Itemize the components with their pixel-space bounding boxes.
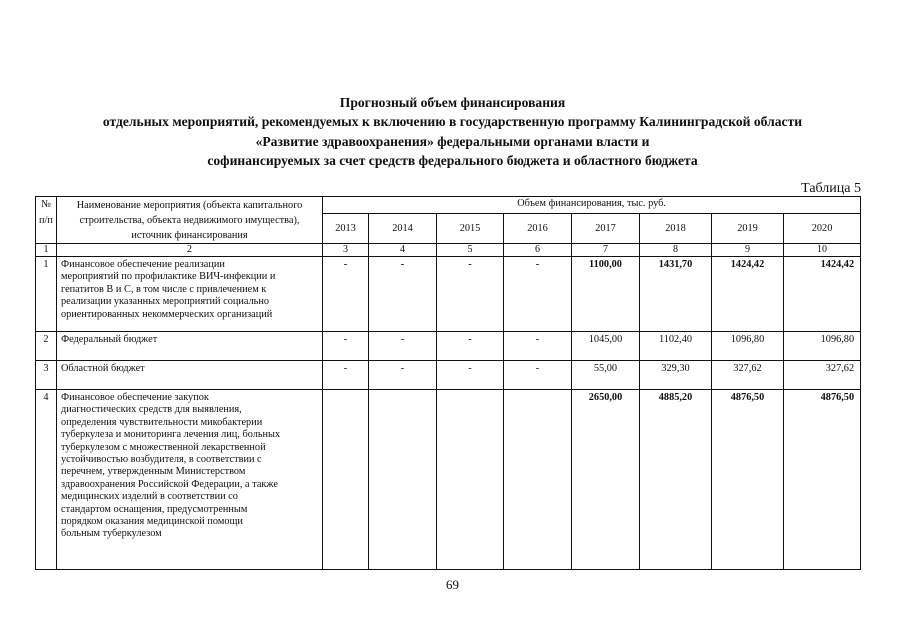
index-cell: 1 bbox=[36, 244, 57, 257]
row-number: 3 bbox=[36, 361, 57, 390]
title-line: софинансируемых за счет средств федерального бюджета и областного бюджета bbox=[207, 153, 698, 169]
row-number: 4 bbox=[36, 390, 57, 570]
value-cell: - bbox=[369, 257, 437, 332]
financing-table bbox=[35, 196, 861, 570]
value-cell: 1100,00 bbox=[572, 257, 640, 332]
value-cell: - bbox=[504, 361, 572, 390]
year-cell: 2020 bbox=[784, 214, 861, 244]
document-title bbox=[0, 93, 905, 171]
value-cell: - bbox=[323, 332, 369, 361]
value-cell: 4885,20 bbox=[640, 390, 712, 570]
index-cell: 9 bbox=[712, 244, 784, 257]
title-line: Прогнозный объем финансирования bbox=[339, 95, 566, 110]
value-cell: - bbox=[437, 332, 504, 361]
index-cell: 3 bbox=[323, 244, 369, 257]
index-cell: 8 bbox=[640, 244, 712, 257]
year-cell: 2016 bbox=[504, 214, 572, 244]
value-cell bbox=[437, 390, 504, 570]
table-label: Таблица 5 bbox=[801, 181, 861, 196]
value-cell: 1424,42 bbox=[784, 257, 861, 332]
value-cell: - bbox=[369, 361, 437, 390]
value-cell: 1424,42 bbox=[712, 257, 784, 332]
table-row bbox=[36, 390, 861, 570]
value-cell: - bbox=[437, 361, 504, 390]
page-number: 69 bbox=[446, 577, 459, 592]
value-cell: 4876,50 bbox=[784, 390, 861, 570]
year-cell: 2013 bbox=[323, 214, 369, 244]
value-cell: 4876,50 bbox=[712, 390, 784, 570]
header-name: Наименование мероприятия (объекта капитального строительства, объекта недвижимого имущества), источник финансирования bbox=[57, 197, 323, 244]
value-cell: 327,62 bbox=[712, 361, 784, 390]
value-cell: - bbox=[504, 332, 572, 361]
header-volume: Объем финансирования, тыс. руб. bbox=[323, 197, 861, 214]
year-cell: 2015 bbox=[437, 214, 504, 244]
value-cell: 2650,00 bbox=[572, 390, 640, 570]
value-cell bbox=[323, 390, 369, 570]
value-cell: - bbox=[437, 257, 504, 332]
year-cell: 2017 bbox=[572, 214, 640, 244]
index-row bbox=[36, 244, 861, 257]
value-cell bbox=[369, 390, 437, 570]
table-row bbox=[36, 257, 861, 332]
table-row bbox=[36, 332, 861, 361]
value-cell: 329,30 bbox=[640, 361, 712, 390]
value-cell: 1045,00 bbox=[572, 332, 640, 361]
header-row bbox=[36, 197, 861, 214]
title-line: отдельных мероприятий, рекомендуемых к включению в государственную программу Калининградской области bbox=[102, 114, 803, 130]
row-number: 2 bbox=[36, 332, 57, 361]
value-cell bbox=[504, 390, 572, 570]
value-cell: 55,00 bbox=[572, 361, 640, 390]
table-row bbox=[36, 361, 861, 390]
year-cell: 2018 bbox=[640, 214, 712, 244]
row-name: Финансовое обеспечение реализации мероприятий по профилактике ВИЧ-инфекции и гепатитов В и С, в том числе с привлечением к реализации указанных мероприятий социально ориентированных некоммерческих организаций bbox=[57, 257, 323, 332]
value-cell: 1431,70 bbox=[640, 257, 712, 332]
value-cell: 1096,80 bbox=[712, 332, 784, 361]
value-cell: - bbox=[323, 257, 369, 332]
year-cell: 2019 bbox=[712, 214, 784, 244]
index-cell: 10 bbox=[784, 244, 861, 257]
row-number: 1 bbox=[36, 257, 57, 332]
row-name: Финансовое обеспечение закупок диагностических средств для выявления, определения чувствительности микобактерии туберкулеза и мониторинга лечения лиц, больных туберкулезом с множественной лекарственной устойчивостью возбудителя, в соответствии с перечнем, утвержденным Министерством здравоохранения Российской Федерации, а также медицинских изделий в соответствии со стандартом оснащения, предусмотренным порядком оказания медицинской помощи больным туберкулезом bbox=[57, 390, 323, 570]
row-name: Областной бюджет bbox=[57, 361, 323, 390]
value-cell: 1102,40 bbox=[640, 332, 712, 361]
index-cell: 4 bbox=[369, 244, 437, 257]
index-cell: 5 bbox=[437, 244, 504, 257]
row-name: Федеральный бюджет bbox=[57, 332, 323, 361]
index-cell: 6 bbox=[504, 244, 572, 257]
value-cell: 327,62 bbox=[784, 361, 861, 390]
value-cell: - bbox=[369, 332, 437, 361]
value-cell: - bbox=[323, 361, 369, 390]
header-num: № п/п bbox=[36, 197, 57, 244]
year-cell: 2014 bbox=[369, 214, 437, 244]
value-cell: 1096,80 bbox=[784, 332, 861, 361]
index-cell: 7 bbox=[572, 244, 640, 257]
title-line: «Развитие здравоохранения» федеральными органами власти и bbox=[255, 133, 650, 149]
value-cell: - bbox=[504, 257, 572, 332]
index-cell: 2 bbox=[57, 244, 323, 257]
